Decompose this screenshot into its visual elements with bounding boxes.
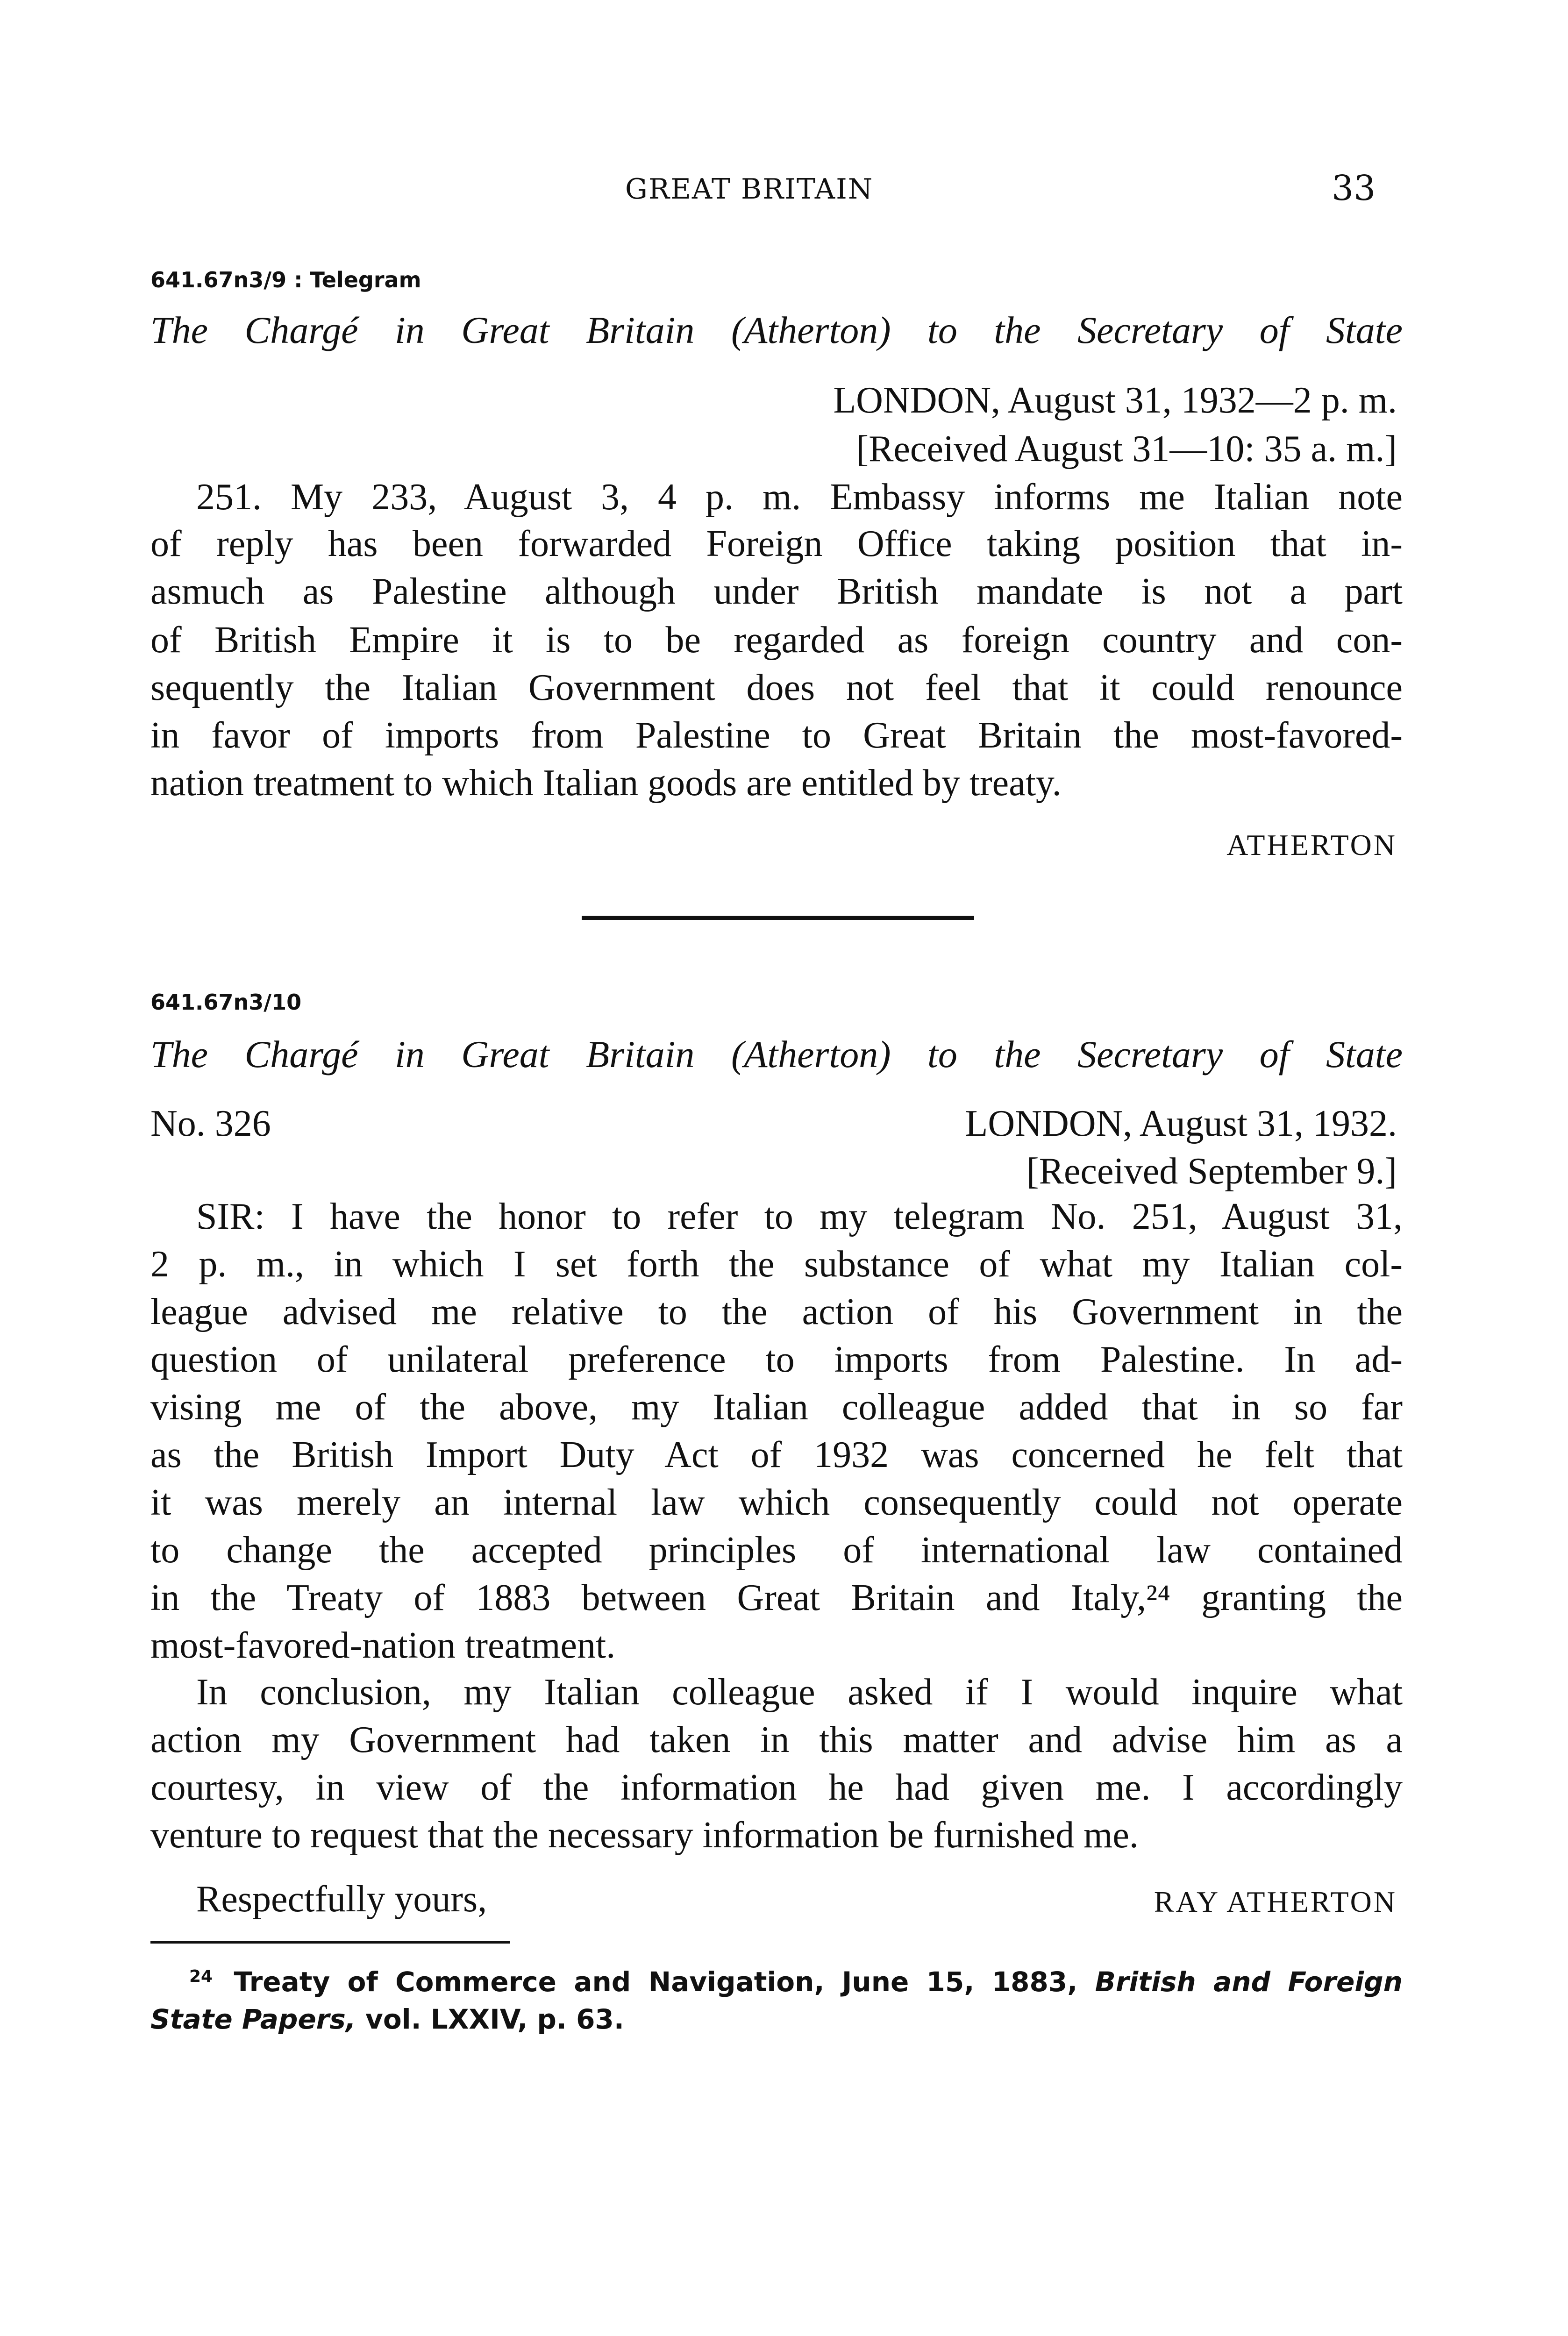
body-line: asmuch as Palestine although under British mandate is not a part bbox=[150, 571, 1403, 612]
received-line: [Received September 9.] bbox=[1026, 1151, 1397, 1192]
footnote-line bbox=[189, 1966, 1403, 1998]
body-line: in the Treaty of 1883 between Great Britain and Italy,²⁴ granting the bbox=[150, 1577, 1403, 1618]
page-number: 33 bbox=[1332, 168, 1376, 208]
document-number: No. 326 bbox=[150, 1103, 271, 1144]
footnote-text: vol. LXXIV, p. 63. bbox=[365, 2003, 624, 2035]
body-line: In conclusion, my Italian colleague asked if I would inquire what bbox=[196, 1672, 1403, 1713]
place-date-line: LONDON, August 31, 1932—2 p. m. bbox=[833, 380, 1397, 421]
body-line: most-favored-nation treatment. bbox=[150, 1625, 616, 1666]
running-header-title: GREAT BRITAIN bbox=[625, 173, 874, 206]
footnote-rule bbox=[150, 1941, 510, 1944]
closing: Respectfully yours, bbox=[196, 1879, 487, 1920]
body-line: of British Empire it is to be regarded as foreign country and con- bbox=[150, 620, 1403, 661]
body-line: vising me of the above, my Italian colleague added that in so far bbox=[150, 1387, 1403, 1428]
document-id: 641.67n3/10 bbox=[150, 990, 302, 1015]
body-line: 2 p. m., in which I set forth the substance of what my Italian col- bbox=[150, 1244, 1403, 1285]
body-line: venture to request that the necessary information be furnished me. bbox=[150, 1815, 1139, 1856]
body-line: it was merely an internal law which consequently could not operate bbox=[150, 1482, 1403, 1523]
received-line: [Received August 31—10: 35 a. m.] bbox=[856, 428, 1397, 470]
body-line: nation treatment to which Italian goods are entitled by treaty. bbox=[150, 762, 1062, 804]
place-date-line: LONDON, August 31, 1932. bbox=[965, 1103, 1397, 1144]
body-line: question of unilateral preference to imports from Palestine. In ad- bbox=[150, 1339, 1403, 1380]
section-divider bbox=[582, 916, 974, 920]
body-line: courtesy, in view of the information he had given me. I accordingly bbox=[150, 1767, 1403, 1808]
footnote-italic-title: British and Foreign bbox=[1095, 1966, 1403, 1998]
signature: RAY ATHERTON bbox=[1154, 1885, 1397, 1918]
document-heading: The Chargé in Great Britain (Atherton) to the Secretary of State bbox=[150, 1033, 1403, 1075]
footnote-line bbox=[150, 2003, 1403, 2035]
document-id: 641.67n3/9 : Telegram bbox=[150, 267, 421, 292]
body-line: 251. My 233, August 3, 4 p. m. Embassy informs me Italian note bbox=[196, 477, 1403, 518]
signature: ATHERTON bbox=[1226, 828, 1397, 862]
document-heading: The Chargé in Great Britain (Atherton) to the Secretary of State bbox=[150, 309, 1403, 351]
body-line: as the British Import Duty Act of 1932 was concerned he felt that bbox=[150, 1434, 1403, 1475]
body-line: of reply has been forwarded Foreign Office taking position that in- bbox=[150, 523, 1403, 564]
body-line: action my Government had taken in this matter and advise him as a bbox=[150, 1719, 1403, 1760]
footnote-mark: 24 bbox=[189, 1966, 213, 1986]
footnote-italic-title: State Papers, bbox=[150, 2003, 356, 2035]
body-line: to change the accepted principles of international law contained bbox=[150, 1530, 1403, 1571]
body-line: SIR: I have the honor to refer to my telegram No. 251, August 31, bbox=[196, 1196, 1403, 1237]
body-line: league advised me relative to the action of his Government in the bbox=[150, 1291, 1403, 1332]
footnote-text: Treaty of Commerce and Navigation, June 15, 1883, bbox=[234, 1966, 1078, 1998]
body-line: in favor of imports from Palestine to Great Britain the most-favored- bbox=[150, 715, 1403, 756]
body-line: sequently the Italian Government does not feel that it could renounce bbox=[150, 667, 1403, 708]
